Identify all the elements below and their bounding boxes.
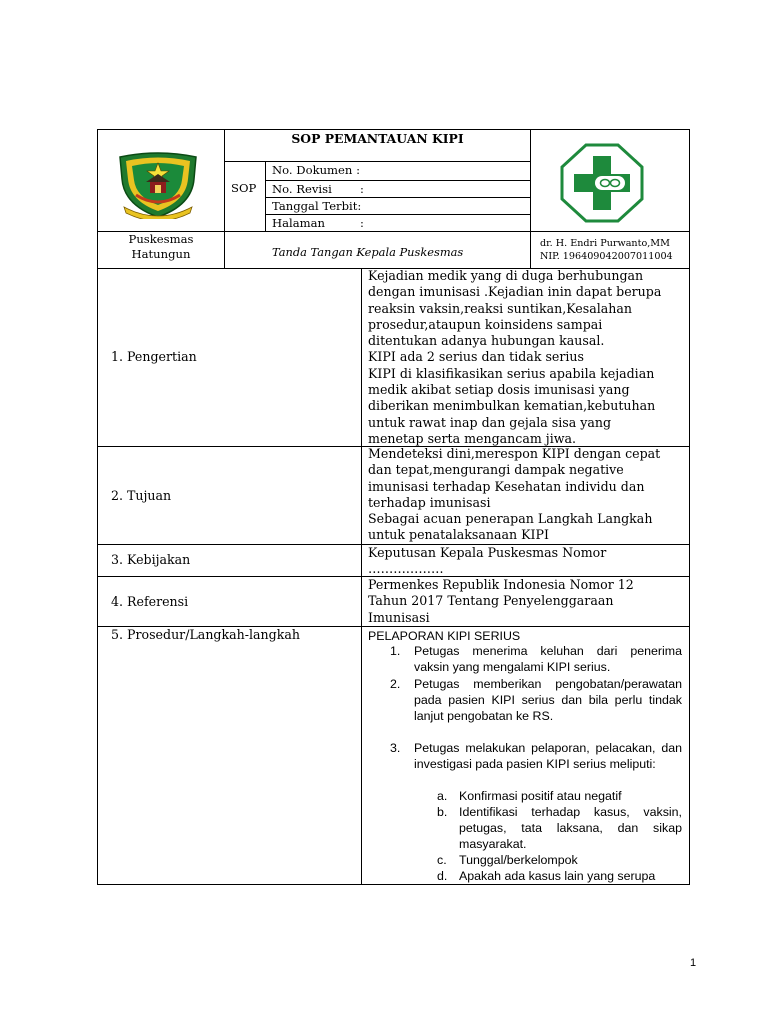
section-label-kebijakan: 3. Kebijakan bbox=[111, 552, 191, 567]
sop-label: SOP bbox=[231, 181, 257, 195]
tanggal-terbit-label: Tanggal Terbit: bbox=[272, 199, 362, 213]
document-title: SOP PEMANTAUAN KIPI bbox=[291, 131, 464, 146]
step-number: 3. bbox=[390, 741, 401, 755]
puskesmas-name-line2: Hatungun bbox=[131, 247, 191, 261]
district-emblem-logo bbox=[116, 149, 200, 219]
step-text: Petugas memberikan pengobatan/perawatan pada pasien KIPI serius dan bila perlu tindak lanjut pengobatan ke RS. bbox=[414, 677, 682, 724]
section-label-tujuan: 2. Tujuan bbox=[111, 488, 172, 503]
no-revisi-colon: : bbox=[360, 182, 364, 196]
substep-letter: c. bbox=[437, 853, 447, 867]
substep-letter: b. bbox=[437, 805, 448, 819]
puskesmas-name-line1: Puskesmas bbox=[128, 232, 194, 246]
section-label-referensi: 4. Referensi bbox=[111, 594, 189, 609]
signature-caption: Tanda Tangan Kepala Puskesmas bbox=[272, 245, 464, 259]
halaman-label: Halaman bbox=[272, 216, 326, 230]
step-text: Petugas melakukan pelaporan, pelacakan, dan investigasi pada pasien KIPI serius meliputi: bbox=[414, 741, 682, 772]
no-dokumen-label: No. Dokumen : bbox=[272, 163, 360, 177]
substep-letter: d. bbox=[437, 869, 448, 883]
step-number: 2. bbox=[390, 677, 401, 691]
section-label-pengertian: 1. Pengertian bbox=[111, 349, 197, 364]
substep-text: Apakah ada kasus lain yang serupa bbox=[459, 869, 656, 883]
no-revisi-label: No. Revisi bbox=[272, 182, 332, 196]
tujuan-text: Mendeteksi dini,merespon KIPI dengan cepat dan tepat,mengurangi dampak negative imunisasi terhadap Kesehatan individu dan terhadap imunisasi Sebagai acuan penerapan Langkah Langkah untuk penatalaksanaan KIPI bbox=[368, 446, 661, 543]
step-text: Petugas menerima keluhan dari penerima vaksin yang mengalami KIPI serius. bbox=[414, 644, 682, 675]
substep-text: Tunggal/berkelompok bbox=[459, 853, 578, 867]
halaman-colon: : bbox=[360, 216, 364, 230]
substep-text: Konfirmasi positif atau negatif bbox=[459, 789, 622, 803]
referensi-text: Permenkes Republik Indonesia Nomor 12 Tahun 2017 Tentang Penyelenggaraan Imunisasi bbox=[368, 577, 634, 625]
pengertian-text: Kejadian medik yang di duga berhubungan dengan imunisasi .Kejadian inin dapat berupa reaksin vaksin,reaksi suntikan,Kesalahan prosedur,ataupun koinsidens sampai ditentukan adanya hubungan kausal. KIPI ada 2 serius dan tidak serius KIPI di klasifikasikan serius apabila kejadian medik akibat setiap dosis imunisasi yang diberikan menimbulkan kematian,kebutuhan untuk rawat inap dan gejala sisa yang menetap serta mengancam jiwa. bbox=[368, 268, 662, 446]
kebijakan-text: Keputusan Kepala Puskesmas Nomor ……………… bbox=[368, 545, 607, 577]
prosedur-heading: PELAPORAN KIPI SERIUS bbox=[368, 629, 521, 643]
step-number: 1. bbox=[390, 644, 401, 658]
head-of-puskesmas-name: dr. H. Endri Purwanto,MM bbox=[540, 238, 670, 249]
substep-letter: a. bbox=[437, 789, 448, 803]
section-label-prosedur: 5. Prosedur/Langkah-langkah bbox=[111, 627, 300, 642]
head-nip: NIP. 196409042007011004 bbox=[540, 251, 673, 262]
page-number: 1 bbox=[690, 957, 697, 969]
puskesmas-cross-logo bbox=[560, 143, 644, 223]
substep-text: Identifikasi terhadap kasus, vaksin, petugas, tata laksana, dan sikap masyarakat. bbox=[459, 805, 682, 852]
